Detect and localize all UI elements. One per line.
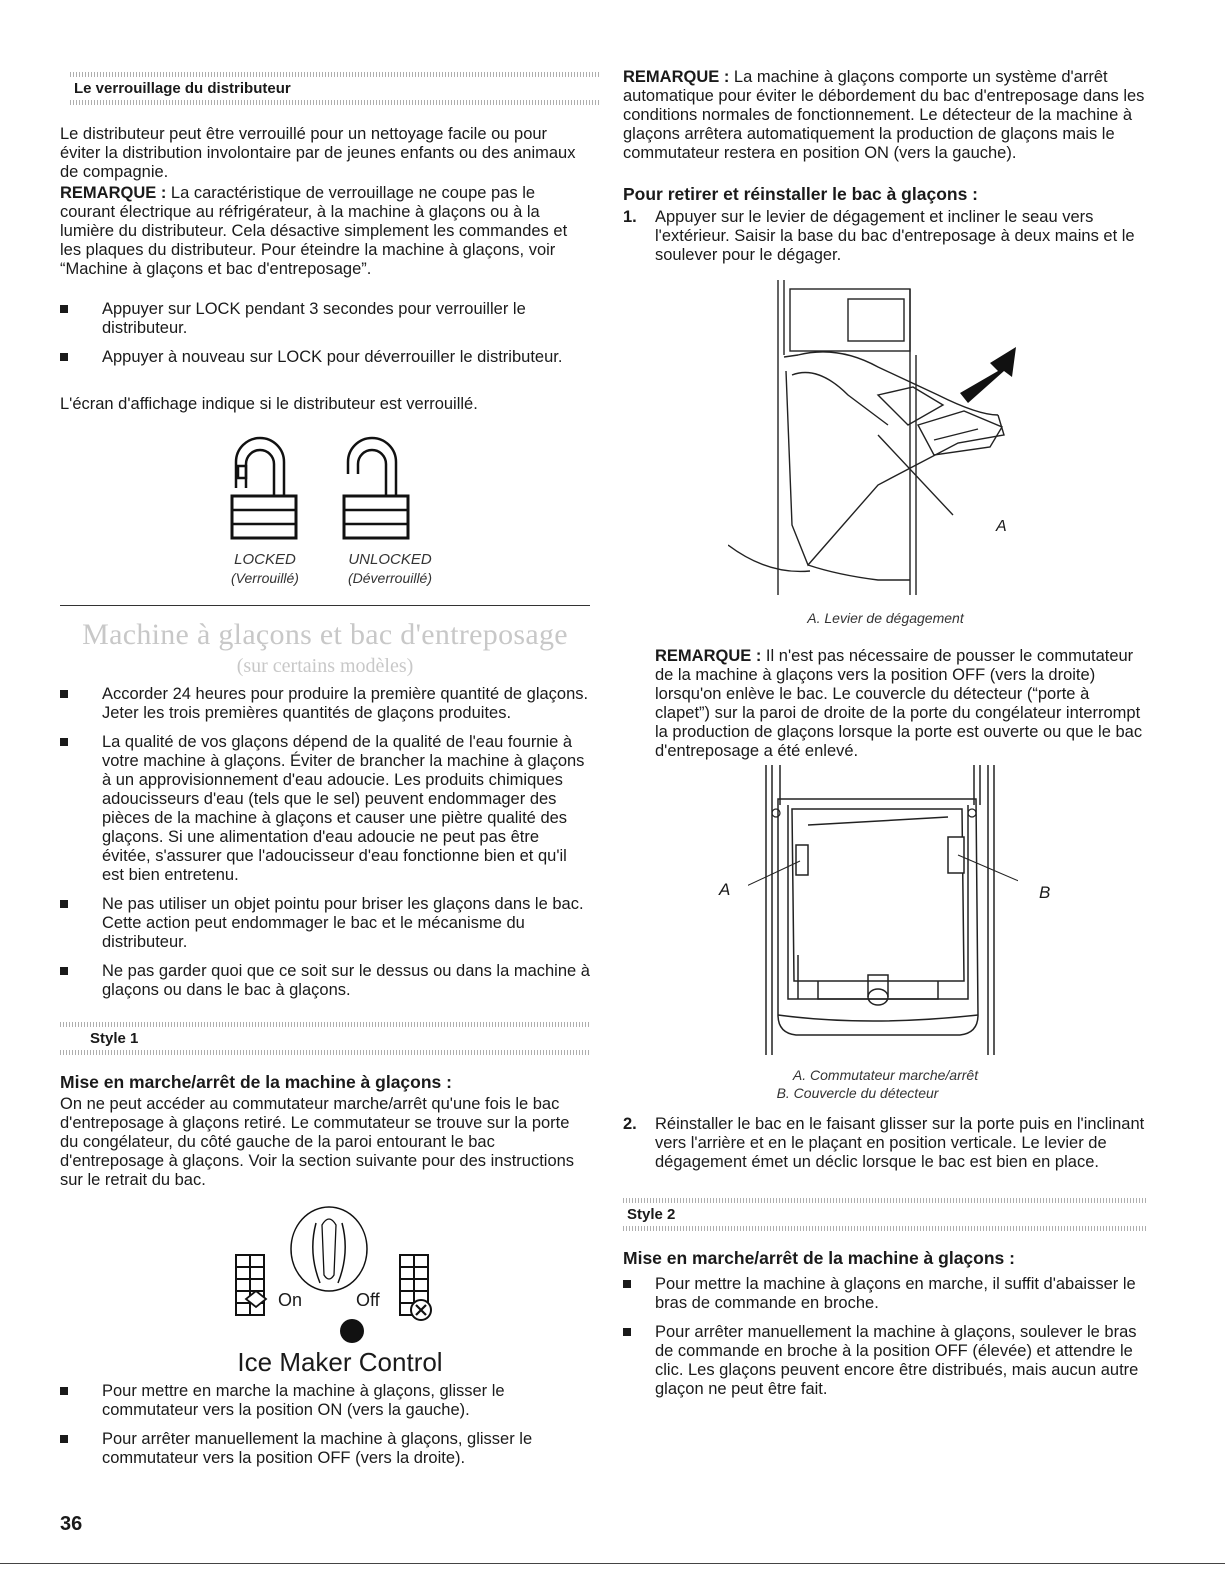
list-item: Pour arrêter manuellement la machine à glaçons, soulever le bras de commande en broche à la position OFF (élevée) et attendre le clic. Les glaçons peuvent encore être distribués, mais aucun autre glaçon ne peut être fait. [623,1323,1148,1399]
figure2-caption-a: A. Commutateur marche/arrêt [792,1067,979,1083]
ice-maker-control-illustration [228,1203,433,1348]
list-item: Ne pas garder quoi que ce soit sur le dessus ou dans la machine à glaçons ou dans le bac à glaçons. [60,962,590,1000]
style1-paragraph: On ne peut accéder au commutateur marche/arrêt qu'une fois le bac d'entreposage à glaçons retiré. Le commutateur se trouve sur la porte du congélateur, du côté gauche de la paroi entourant le bac d'entreposage à glaçons. Voir la section suivante pour des instructions sur le retrait du bac. [60,1095,575,1189]
page-number: 36 [60,1513,83,1535]
step-text: Appuyer sur le levier de dégagement et incliner le seau vers l'extérieur. Saisir la base du bac d'entreposage à deux mains et le soulever pour le dégager. [655,208,1135,264]
style1-header [60,1022,590,1055]
style2-label: Style 2 [627,1206,676,1223]
lock-bullets [60,300,590,367]
figure2-caption-b: B. Couvercle du détecteur [776,1085,939,1101]
list-item: La qualité de vos glaçons dépend de la qualité de l'eau fournie à votre machine à glaçons. Éviter de brancher la machine à glaçons à un approvisionnement d'eau adoucie. Les produits chimiques adoucisseurs d'eau (tels que le sel) peuvent endommager des pièces de la machine à glaçons et causer une piètre qualité des glaçons. Si une alimentation d'eau adoucie ne peut pas être évitée, s'assurer que l'adoucisseur d'eau fonctionne bien et qu'il est bien entretenu. [60,733,590,885]
step-1 [623,208,1148,265]
control-on-label: On [278,1290,303,1310]
remove-bin-heading: Pour retirer et réinstaller le bac à glaçons : [623,184,978,204]
locked-sublabel: (Verrouillé) [231,570,299,586]
locked-label: LOCKED [234,551,296,568]
note-label: REMARQUE : [60,184,167,202]
style2-bullets [623,1275,1148,1399]
lock-section-header [70,72,600,105]
lock-paragraph: Le distributeur peut être verrouillé pour un nettoyage facile ou pour éviter la distribution involontaire par de jeunes enfants ou des animaux de compagnie. [60,125,576,181]
list-item: Appuyer à nouveau sur LOCK pour déverrouiller le distributeur. [60,348,590,367]
figure1-letter-a: A [996,518,1007,535]
lock-section-title: Le verrouillage du distributeur [74,80,291,97]
step-number: 2. [623,1115,637,1133]
control-off-label: Off [356,1290,380,1310]
note-text: La caractéristique de verrouillage ne coupe pas le courant électrique au réfrigérateur, à la machine à glaçons ou à la lumière du distributeur. Cela désactive simplement les commandes et les plaques du distributeur. Pour éteindre la machine à glaçons, voir “Machine à glaçons et bac d'entreposage”. [60,184,568,278]
note-text: La machine à glaçons comporte un système d'arrêt automatique pour éviter le débordement du bac d'entreposage dans les conditions normales de fonctionnement. Le détecteur de la machine à glaçons arrêtera automatiquement la production de glaçons mais le commutateur restera en position ON (vers la gauche). [623,68,1145,162]
lock-note [60,184,590,279]
list-item: Accorder 24 heures pour produire la première quantité de glaçons. Jeter les trois premières quantités de glaçons produites. [60,685,590,723]
style1-label: Style 1 [90,1030,139,1047]
unlocked-label: UNLOCKED [348,551,432,568]
step-2 [623,1115,1148,1172]
style1-bullets [60,1382,590,1468]
style1-heading: Mise en marche/arrêt de la machine à glaçons : [60,1072,452,1092]
step-number: 1. [623,208,637,226]
unlocked-padlock-icon [340,436,420,546]
bin-removal-illustration [728,275,1048,600]
bottom-rule [0,1563,1225,1564]
list-item: Pour arrêter manuellement la machine à glaçons, glisser le commutateur vers la position OFF (vers la droite). [60,1430,590,1468]
icemaker-section-title: Machine à glaçons et bac d'entreposage [82,618,568,651]
icemaker-bullets [60,685,590,1000]
list-item: Ne pas utiliser un objet pointu pour briser les glaçons dans le bac. Cette action peut endommager le bac et le mécanisme du distributeur. [60,895,590,952]
list-item: Pour mettre la machine à glaçons en marche, il suffit d'abaisser le bras de commande en broche. [623,1275,1148,1313]
section-divider [60,605,590,606]
locked-padlock-icon [228,436,308,546]
ice-maker-control-caption: Ice Maker Control [237,1347,443,1377]
note-label: REMARQUE : [655,647,762,665]
list-item: Pour mettre en marche la machine à glaçons, glisser le commutateur vers la position ON (vers la gauche). [60,1382,590,1420]
note-text: Il n'est pas nécessaire de pousser le commutateur de la machine à glaçons vers la position OFF (vers la droite) lorsqu'on enlève le bac. Le couvercle du détecteur (“porte à clapet”) sur la paroi de droite de la porte du congélateur interrompt la production de glaçons lorsque la porte est ouverte ou que le bac d'entreposage a été enlevé. [655,647,1143,760]
step-text: Réinstaller le bac en le faisant glisser sur la porte puis en l'inclinant vers l'arrière et en le plaçant en position verticale. Le levier de dégagement émet un déclic lorsque le bac est bien en place. [655,1115,1145,1171]
note-label: REMARQUE : [623,68,730,86]
figure1-caption: A. Levier de dégagement [807,610,964,626]
style2-header [623,1198,1148,1231]
figure2-letter-a: A [719,880,731,899]
lock-display-text: L'écran d'affichage indique si le distributeur est verrouillé. [60,395,478,413]
list-item: Appuyer sur LOCK pendant 3 secondes pour verrouiller le distributeur. [60,300,590,338]
door-switch-illustration [748,765,1018,1065]
figure2-letter-b: B [1039,883,1051,902]
style2-heading: Mise en marche/arrêt de la machine à glaçons : [623,1248,1015,1268]
unlocked-sublabel: (Déverrouillé) [347,570,433,586]
detector-note [655,647,1148,761]
icemaker-note [623,68,1148,163]
icemaker-section-subtitle: (sur certains modèles) [236,655,414,677]
